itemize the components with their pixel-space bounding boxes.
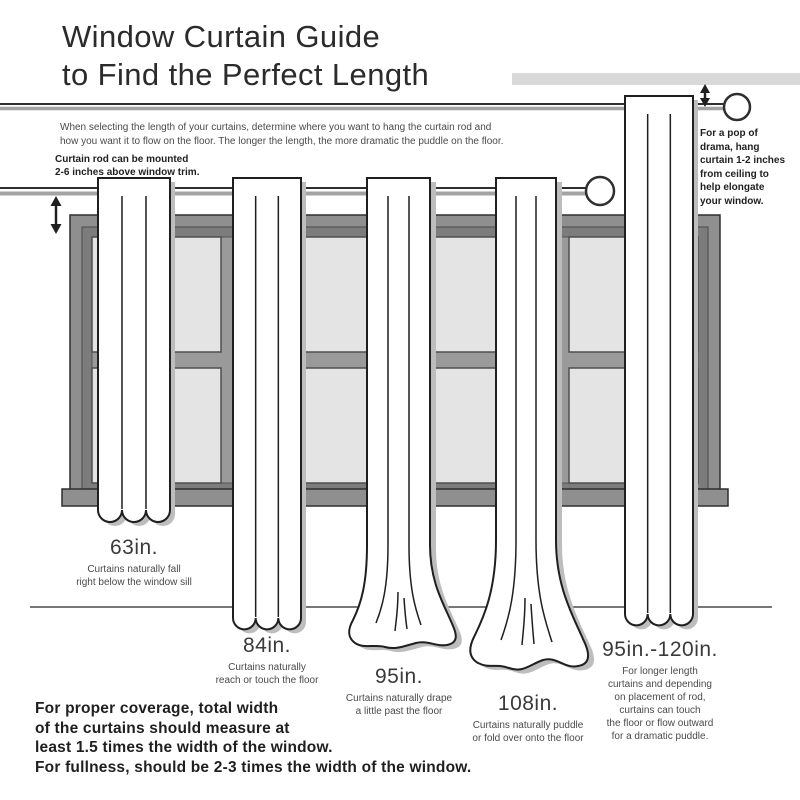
- curtain-length-108in: 108in.: [497, 692, 559, 715]
- curtain-desc-line: For longer length: [622, 666, 698, 677]
- curtain-length-63in: 63in.: [109, 536, 159, 559]
- coverage-note-line: For proper coverage, total width: [35, 700, 279, 717]
- window-rod-finial: [586, 177, 614, 205]
- curtain-length-95in: 95in.: [374, 665, 424, 688]
- curtain-84in: [233, 178, 306, 633]
- ceiling-note-line: For a pop of: [700, 128, 758, 139]
- curtain-label-108in: [472, 692, 583, 745]
- coverage-note: [35, 699, 471, 777]
- page-title-line2: to Find the Perfect Length: [62, 57, 430, 92]
- curtain-length-95-120in: 95in.-120in.: [602, 638, 718, 661]
- curtain-desc-line: Curtains naturally puddle: [472, 720, 584, 731]
- intro-line: When selecting the length of your curtains, determine where you want to hang the curtain rod and: [60, 122, 492, 133]
- curtain-desc-95-120in: [602, 665, 718, 743]
- curtain-desc-63in: [76, 563, 192, 589]
- curtain-desc-line: or fold over onto the floor: [472, 733, 584, 744]
- rod-mount-note: [55, 153, 199, 179]
- rod-mount-note-line: 2-6 inches above window trim.: [55, 167, 200, 178]
- intro-text: [60, 121, 503, 149]
- curtain-63in: [98, 178, 175, 526]
- ceiling-note-line: drama, hang: [700, 141, 760, 153]
- curtain-desc-line: on placement of rod,: [614, 692, 706, 703]
- curtain-desc-line: curtains and depending: [608, 679, 712, 690]
- page-title: [62, 18, 429, 94]
- ceiling-note-line: from ceiling to: [700, 168, 769, 180]
- curtain-desc-line: Curtains naturally fall: [87, 564, 181, 575]
- curtain-desc-line: for a dramatic puddle.: [611, 731, 709, 742]
- curtain-desc-84in: [216, 661, 319, 687]
- coverage-note-line: of the curtains should measure at: [35, 719, 290, 737]
- ceiling-note-line: help elongate: [700, 182, 765, 193]
- curtain-desc-108in: [472, 719, 583, 745]
- curtain-desc-line: Curtains naturally: [228, 662, 306, 673]
- ceiling-rod-finial: [724, 94, 750, 120]
- intro-line: how you want it to flow on the floor. The longer the length, the more dramatic the puddle on the floor.: [60, 136, 504, 147]
- curtain-label-63in: [76, 536, 192, 589]
- ceiling-bar: [512, 73, 800, 85]
- page-title-line1: Window Curtain Guide: [62, 19, 381, 54]
- curtain-desc-line: reach or touch the floor: [215, 675, 319, 686]
- curtain-length-84in: 84in.: [242, 634, 292, 657]
- rod-mount-note-line: Curtain rod can be mounted: [55, 154, 189, 165]
- ceiling-note-line: your window.: [700, 195, 764, 207]
- curtain-desc-line: a little past the floor: [355, 706, 443, 717]
- coverage-note-line: least 1.5 times the width of the window.: [35, 739, 333, 756]
- curtain-label-84in: [216, 634, 319, 687]
- curtain-label-95-120in: [602, 638, 718, 743]
- rod-gap-arrow-icon: [51, 196, 62, 234]
- curtain-desc-line: curtains can touch: [619, 705, 701, 716]
- ceiling-note-line: curtain 1-2 inches: [700, 155, 786, 166]
- curtain-desc-line: Curtains naturally drape: [345, 693, 453, 704]
- curtain-desc-line: the floor or flow outward: [606, 718, 714, 729]
- curtain-95-120in: [625, 96, 698, 629]
- coverage-note-line: For fullness, should be 2-3 times the width of the window.: [35, 758, 472, 776]
- curtain-desc-line: right below the window sill: [76, 577, 192, 588]
- ceiling-drama-note: [700, 127, 785, 208]
